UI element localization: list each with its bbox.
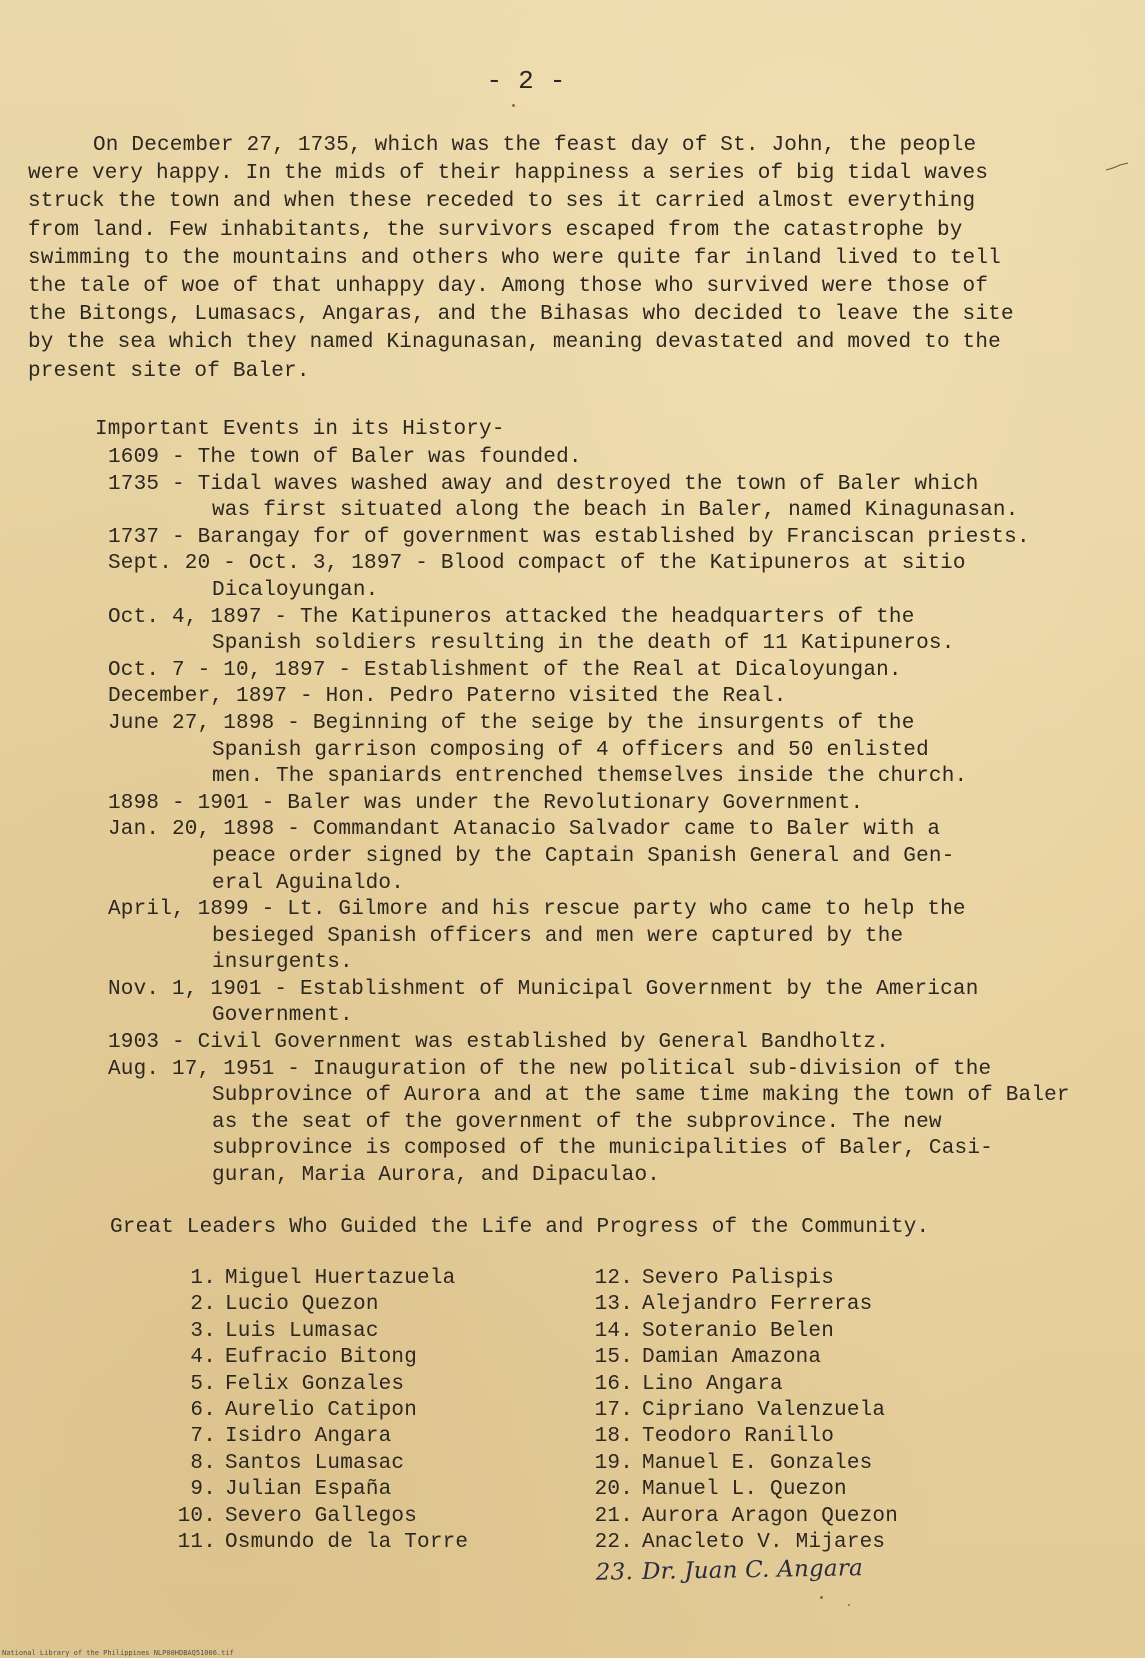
event-item xyxy=(108,684,1098,711)
event-item xyxy=(108,897,1098,977)
event-continuation-line: Government. xyxy=(212,1004,353,1028)
event-continuation-line: as the seat of the government of the subprovince. The new xyxy=(212,1110,942,1134)
paragraph-line: from land. Few inhabitants, the survivors escaped from the catastrophe by xyxy=(28,218,963,242)
event-continuation-line: Spanish garrison composing of 4 officers and 50 enlisted xyxy=(212,738,929,762)
leaders-column-2 xyxy=(585,1266,1005,1587)
leader-item xyxy=(168,1292,588,1318)
event-line: 1735 - Tidal waves washed away and destroyed the town of Baler which xyxy=(108,472,979,496)
event-item xyxy=(108,551,1098,604)
leader-number: 5. xyxy=(190,1372,216,1396)
paragraph-line: swimming to the mountains and others who were quite far inland lived to tell xyxy=(28,246,1001,270)
event-line: Jan. 20, 1898 - Commandant Atanacio Salvador came to Baler with a xyxy=(108,818,941,842)
leader-name: Miguel Huertazuela xyxy=(225,1267,456,1290)
leader-item xyxy=(168,1504,588,1530)
paper-speck xyxy=(820,1596,823,1599)
leader-item xyxy=(168,1477,588,1503)
leader-number: 16. xyxy=(594,1372,633,1396)
paper-speck xyxy=(848,1604,850,1606)
paragraph-line: On December 27, 1735, which was the feast day of St. John, the people xyxy=(93,134,977,157)
leader-name: Damian Amazona xyxy=(642,1346,822,1370)
event-line: Aug. 17, 1951 - Inauguration of the new political sub-division of the xyxy=(108,1057,992,1081)
leader-number: 14. xyxy=(594,1319,633,1343)
leader-number: 21. xyxy=(594,1504,633,1528)
paragraph-line: the tale of woe of that unhappy day. Among those who survived were those of xyxy=(28,274,989,298)
paragraph-line: struck the town and when these receded to ses it carried almost everything xyxy=(28,190,976,214)
leader-number: 15. xyxy=(594,1346,633,1370)
event-line: 1609 - The town of Baler was founded. xyxy=(108,446,582,469)
event-item xyxy=(108,658,1098,685)
leader-number: 6. xyxy=(190,1398,216,1422)
handwritten-name: Dr. Juan C. Angara xyxy=(641,1555,864,1586)
leader-number: 17. xyxy=(594,1398,633,1422)
leader-item xyxy=(168,1530,588,1556)
leader-number: 9. xyxy=(190,1478,216,1502)
leader-name: Anacleto V. Mijares xyxy=(642,1530,886,1554)
event-line: Nov. 1, 1901 - Establishment of Municipal Government by the American xyxy=(108,977,979,1001)
paragraph-line: were very happy. In the mids of their happiness a series of big tidal waves xyxy=(28,162,989,186)
event-continuation-line: Spanish soldiers resulting in the death of 11 Katipuneros. xyxy=(212,632,955,656)
event-line: June 27, 1898 - Beginning of the seige by the insurgents of the xyxy=(108,711,915,735)
leader-item xyxy=(168,1451,588,1477)
leader-name: Felix Gonzales xyxy=(225,1372,405,1396)
event-continuation-line: eral Aguinaldo. xyxy=(212,871,405,895)
leader-number: 13. xyxy=(594,1293,633,1317)
event-item xyxy=(108,472,1098,525)
event-item xyxy=(108,817,1098,897)
leader-number: 7. xyxy=(190,1425,216,1449)
event-continuation-line: peace order signed by the Captain Spanish General and Gen- xyxy=(212,844,955,868)
event-continuation-line: subprovince is composed of the municipalities of Baler, Casi- xyxy=(212,1137,993,1161)
event-item xyxy=(108,525,1098,552)
leader-item xyxy=(168,1424,588,1450)
leader-item xyxy=(585,1504,1005,1530)
leader-name: Alejandro Ferreras xyxy=(642,1293,873,1317)
paper-speck xyxy=(512,104,515,107)
leader-item xyxy=(585,1372,1005,1398)
event-continuation-line: men. The spaniards entrenched themselves inside the church. xyxy=(212,765,968,789)
leader-number: 12. xyxy=(594,1267,633,1290)
event-item xyxy=(108,977,1098,1030)
event-continuation-line: guran, Maria Aurora, and Dipaculao. xyxy=(212,1164,661,1188)
leader-item xyxy=(585,1266,1005,1292)
leader-name: Isidro Angara xyxy=(225,1425,392,1449)
event-line: December, 1897 - Hon. Pedro Paterno visited the Real. xyxy=(108,685,787,709)
leader-number: 18. xyxy=(594,1425,633,1449)
leader-number: 1. xyxy=(190,1267,216,1290)
leader-name: Cipriano Valenzuela xyxy=(642,1398,886,1422)
event-line: Oct. 4, 1897 - The Katipuneros attacked the headquarters of the xyxy=(108,605,915,629)
leader-name: Julian España xyxy=(225,1478,392,1502)
leader-name: Lucio Quezon xyxy=(225,1293,379,1317)
leader-item xyxy=(585,1477,1005,1503)
event-line: April, 1899 - Lt. Gilmore and his rescue party who came to help the xyxy=(108,898,966,922)
leader-number: 11. xyxy=(177,1530,216,1554)
leader-item xyxy=(585,1530,1005,1556)
leader-name: Osmundo de la Torre xyxy=(225,1530,469,1554)
event-line: 1737 - Barangay for of government was established by Franciscan priests. xyxy=(108,525,1030,549)
history-paragraph xyxy=(28,132,1048,386)
leader-name: Severo Palispis xyxy=(642,1267,835,1290)
leader-number: 2. xyxy=(190,1293,216,1317)
paragraph-line: present site of Baler. xyxy=(28,359,310,383)
event-item xyxy=(108,605,1098,658)
leader-name: Manuel L. Quezon xyxy=(642,1478,847,1502)
handwritten-number: 23. xyxy=(595,1559,634,1587)
paragraph-line: the Bitongs, Lumasacs, Angaras, and the Bihasas who decided to leave the site xyxy=(28,303,1014,327)
handwritten-leader-item xyxy=(585,1553,1005,1587)
event-line: Oct. 7 - 10, 1897 - Establishment of the Real at Dicaloyungan. xyxy=(108,658,902,682)
leader-number: 4. xyxy=(190,1346,216,1370)
leader-name: Severo Gallegos xyxy=(225,1504,418,1528)
leader-number: 22. xyxy=(594,1530,633,1554)
event-line: Sept. 20 - Oct. 3, 1897 - Blood compact of the Katipuneros at sitio xyxy=(108,552,966,576)
leader-number: 20. xyxy=(594,1478,633,1502)
leader-name: Eufracio Bitong xyxy=(225,1346,418,1370)
leader-name: Lino Angara xyxy=(642,1372,783,1396)
event-continuation-line: insurgents. xyxy=(212,951,353,975)
leader-item xyxy=(168,1266,588,1292)
event-continuation-line: Subprovince of Aurora and at the same time making the town of Baler xyxy=(212,1084,1070,1108)
leaders-title: Great Leaders Who Guided the Life and Progress of the Community. xyxy=(110,1216,930,1239)
event-item xyxy=(108,445,1098,472)
page-number: - 2 - xyxy=(486,66,566,96)
events-title: Important Events in its History- xyxy=(95,418,505,441)
leader-item xyxy=(168,1398,588,1424)
leader-name: Teodoro Ranillo xyxy=(642,1425,835,1449)
paragraph-line: by the sea which they named Kinagunasan, meaning devastated and moved to the xyxy=(28,331,1001,355)
leader-item xyxy=(585,1292,1005,1318)
leader-name: Soteranio Belen xyxy=(642,1319,835,1343)
event-item xyxy=(108,711,1098,791)
leader-item xyxy=(585,1451,1005,1477)
event-continuation-line: besieged Spanish officers and men were captured by the xyxy=(212,924,904,948)
leader-name: Santos Lumasac xyxy=(225,1451,405,1475)
archive-footer-note: National Library of the Philippines NLP00HDBAQ51006.tif xyxy=(2,1649,234,1657)
margin-pen-mark xyxy=(1104,162,1130,172)
leader-item xyxy=(585,1319,1005,1345)
event-continuation-line: was first situated along the beach in Baler, named Kinagunasan. xyxy=(212,499,1019,523)
event-continuation-line: Dicaloyungan. xyxy=(212,578,379,602)
leader-name: Manuel E. Gonzales xyxy=(642,1451,873,1475)
leader-name: Luis Lumasac xyxy=(225,1319,379,1343)
leader-name: Aurelio Catipon xyxy=(225,1398,418,1422)
event-line: 1903 - Civil Government was established by General Bandholtz. xyxy=(108,1031,889,1055)
event-item xyxy=(108,1057,1098,1190)
event-item xyxy=(108,791,1098,818)
leader-name: Aurora Aragon Quezon xyxy=(642,1504,899,1528)
event-line: 1898 - 1901 - Baler was under the Revolutionary Government. xyxy=(108,791,864,815)
leader-number: 10. xyxy=(177,1504,216,1528)
events-list xyxy=(108,445,1098,1190)
leader-item xyxy=(585,1398,1005,1424)
event-item xyxy=(108,1030,1098,1057)
leader-item xyxy=(168,1345,588,1371)
leader-item xyxy=(585,1345,1005,1371)
leader-item xyxy=(585,1424,1005,1450)
leader-number: 8. xyxy=(190,1451,216,1475)
leader-number: 19. xyxy=(594,1451,633,1475)
leader-item xyxy=(168,1319,588,1345)
leaders-column-1 xyxy=(168,1266,588,1556)
leader-number: 3. xyxy=(190,1319,216,1343)
leader-item xyxy=(168,1372,588,1398)
